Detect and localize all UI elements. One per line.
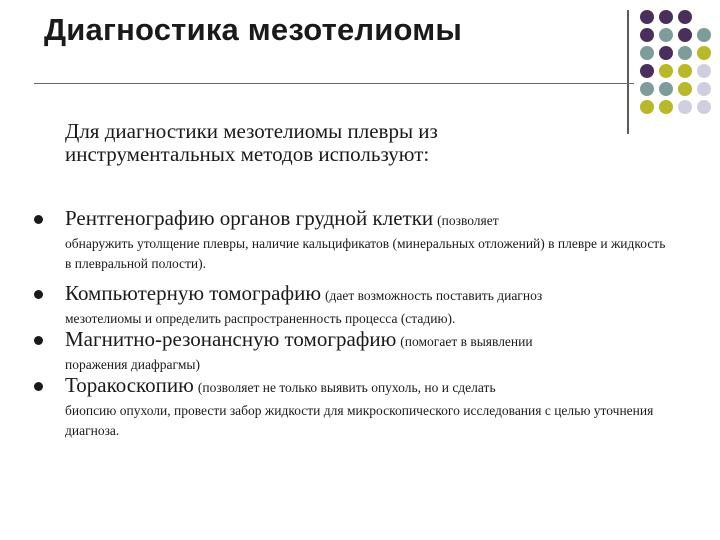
decor-dot <box>678 10 692 24</box>
decor-dot <box>697 28 711 42</box>
decor-dot <box>659 10 673 24</box>
decor-dot <box>659 46 673 60</box>
decor-dot <box>678 82 692 96</box>
decor-dot <box>678 64 692 78</box>
list-item-text <box>65 372 675 441</box>
decorative-dot-grid <box>0 0 720 130</box>
decor-dot <box>640 100 654 114</box>
decor-dot <box>678 28 692 42</box>
decor-dot <box>640 46 654 60</box>
bullet-icon <box>34 290 43 299</box>
list-item-note-start: (дает возможность поставить диагноз <box>325 288 543 303</box>
intro-paragraph: Для диагностики мезотелиомы плевры из инструментальных методов используют: <box>65 119 438 166</box>
decor-dot <box>640 28 654 42</box>
decor-dot <box>659 64 673 78</box>
list-item-main: Компьютерную томографию <box>65 281 322 305</box>
list-item-note-start: (помогает в выявлении <box>400 334 533 349</box>
list-item-text <box>65 205 675 274</box>
bullet-icon <box>34 382 43 391</box>
bullet-icon <box>34 215 43 224</box>
list-item-main: Торакоскопию <box>65 373 194 397</box>
list-item-note-start: (позволяет не только выявить опухоль, но и сделать <box>197 380 496 395</box>
decor-dot <box>659 100 673 114</box>
decor-dot <box>659 82 673 96</box>
decor-dot <box>659 28 673 42</box>
decor-dot <box>640 64 654 78</box>
list-item-note: биопсию опухоли, провести забор жидкости для микроскопического исследования с целью уточнения диагноза. <box>65 403 654 438</box>
list-item-main: Рентгенографию органов грудной клетки <box>65 206 434 230</box>
decor-dot <box>678 100 692 114</box>
list-item-main: Магнитно-резонансную томографию <box>65 327 397 351</box>
decor-dot <box>678 46 692 60</box>
list-item-note-start: (позволяет <box>437 213 499 228</box>
decor-dot <box>697 100 711 114</box>
decor-dot <box>697 46 711 60</box>
decor-dot <box>640 82 654 96</box>
list-item-note: поражения диафрагмы) <box>65 357 200 372</box>
list-item-note: обнаружить утолщение плевры, наличие кальцификатов (минеральных отложений) в плевре и жидкость в плевральной полости). <box>65 236 666 271</box>
slide-title: Диагностика мезотелиомы <box>44 12 463 47</box>
list-item-text <box>65 280 675 329</box>
bullet-icon <box>34 336 43 345</box>
list-item-note: мезотелиомы и определить распространенность процесса (стадию). <box>65 311 456 326</box>
decor-dot <box>697 82 711 96</box>
decor-dot <box>697 64 711 78</box>
list-item-text <box>65 326 675 375</box>
decor-dot <box>640 10 654 24</box>
